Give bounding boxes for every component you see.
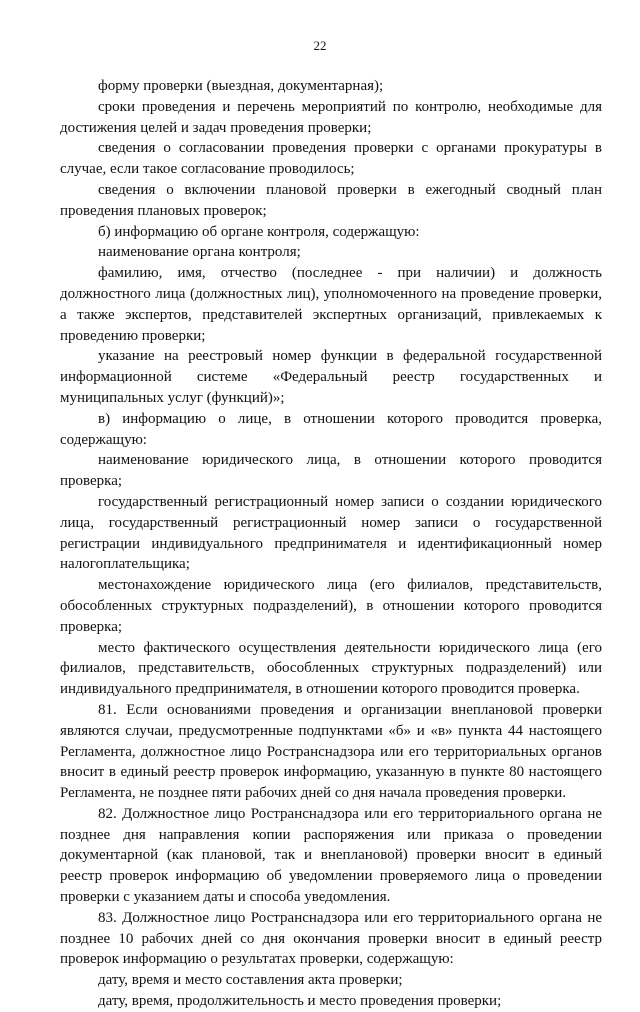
paragraph: указание на реестровый номер функции в федеральной государственной информационной системе «Федеральный реестр государственных и муниципальных услуг (функций)»; <box>60 348 602 406</box>
paragraph: сроки проведения и перечень мероприятий по контролю, необходимые для достижения целей и задач проведения проверки; <box>60 98 602 136</box>
paragraph: форму проверки (выездная, документарная); <box>98 78 384 94</box>
paragraph: наименование юридического лица, в отношении которого проводится проверка; <box>60 452 602 490</box>
paragraph: государственный регистрационный номер записи о создании юридического лица, государственный регистрационный номер записи о государственной регистрации индивидуального предпринимателя и идентификационный номер налогоплательщика; <box>60 493 602 573</box>
paragraph-83: 83. Должностное лицо Ространснадзора или его территориального органа не позднее 10 рабочих дней со дня окончания проверки вносит в единый реестр проверок информацию о результатах проверки, содержащую: <box>60 909 602 968</box>
paragraph-81: 81. Если основаниями проведения и организации внеплановой проверки являются случаи, предусмотренные подпунктами «б» и «в» пункта 44 настоящего Регламента, должностное лицо Ространснадзора или его территориальных органов вносит в единый реестр проверок информацию, указанную в пункте 80 настоящего Регламента, не позднее пяти рабочих дней со дня начала проведения проверки. <box>60 701 602 802</box>
paragraph: сведения о согласовании проведения проверки с органами прокуратуры в случае, если такое согласование проводилось; <box>60 140 602 178</box>
paragraph: в) информацию о лице, в отношении которого проводится проверка, содержащую: <box>60 410 602 448</box>
paragraph: фамилию, имя, отчество (последнее - при наличии) и должность должностного лица (должностных лиц), уполномоченного на проведение проверки, а также экспертов, представителей экспертных организаций, привлекаемых к проведению проверки; <box>60 265 602 344</box>
paragraph: сведения о включении плановой проверки в ежегодный сводный план проведения плановых проверок; <box>60 181 602 219</box>
paragraph: наименование органа контроля; <box>98 244 301 261</box>
page-number: 22 <box>313 38 327 53</box>
paragraph-82: 82. Должностное лицо Ространснадзора или его территориального органа не позднее дня направления копии распоряжения или приказа о проведении документарной (как плановой, так и внеплановой) проверки вносит в единый реестр проверок информацию об уведомлении проверяемого лица о проведении проверки с указанием даты и способа уведомления. <box>60 805 602 906</box>
paragraph: местонахождение юридического лица (его филиалов, представительств, обособленных структурных подразделений), в отношении которого проводится проверка; <box>60 577 602 635</box>
document-body <box>60 76 602 1012</box>
paragraph: б) информацию об органе контроля, содержащую: <box>98 223 420 240</box>
paragraph: место фактического осуществления деятельности юридического лица (его филиалов, представительств, обособленных структурных подразделений) или индивидуального предпринимателя, в отношении которого проводится проверка. <box>60 639 602 698</box>
paragraph: дату, время и место составления акта проверки; <box>98 972 403 989</box>
paragraph: дату, время, продолжительность и место проведения проверки; <box>98 993 502 1010</box>
